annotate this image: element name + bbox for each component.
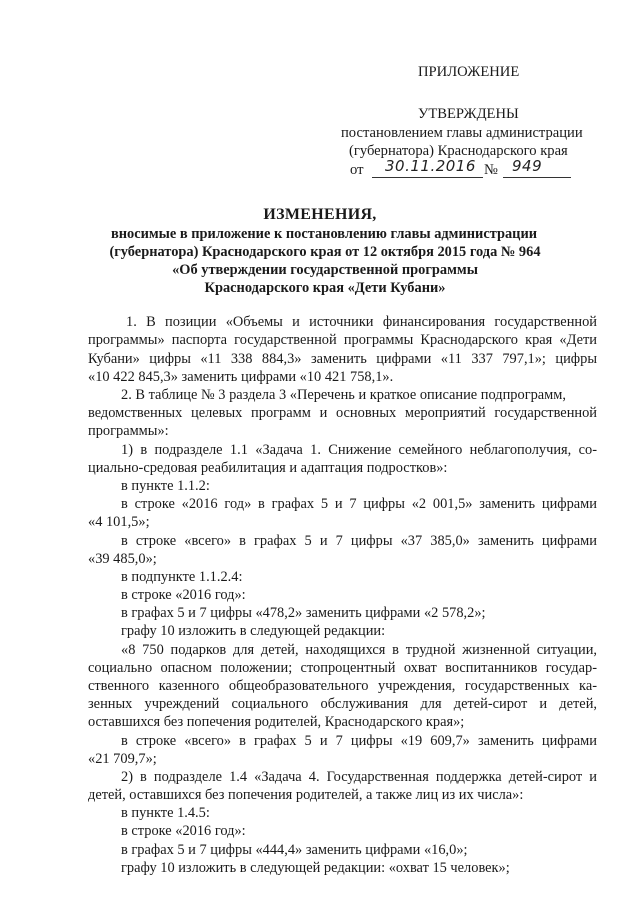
body-line: «8 750 подарков для детей, находящихся в трудной жизненной ситуации, — [121, 642, 597, 658]
body-line: в графах 5 и 7 цифры «444,4» заменить цифрами «16,0»; — [121, 842, 468, 858]
body-line: детей, оставшихся без попечения родителей, а также лиц из их числа»: — [88, 787, 524, 803]
approval-line-2: (губернатора) Краснодарского края — [349, 143, 568, 159]
body-line: Кубани» цифры «11 338 884,3» заменить цифрами «11 337 797,1»; цифры — [88, 351, 597, 367]
handwritten-date: 30.11.2016 — [385, 157, 476, 175]
body-line: «39 485,0»; — [88, 551, 157, 567]
approved-label: УТВЕРЖДЕНЫ — [418, 106, 519, 122]
body-line: 1. В позиции «Объемы и источники финансирования государственной — [126, 314, 597, 330]
body-line: ственного казенного общеобразовательного учреждения, государственных ка- — [88, 678, 597, 694]
body-line: 2. В таблице № 3 раздела 3 «Перечень и краткое описание подпрограмм, — [121, 387, 566, 403]
number-sign: № — [484, 162, 498, 178]
date-prefix: от — [350, 162, 364, 178]
body-line: в строке «2016 год» в графах 5 и 7 цифры «2 001,5» заменить цифрами — [121, 496, 597, 512]
number-underline — [503, 177, 571, 178]
body-line: 2) в подразделе 1.4 «Задача 4. Государственная поддержка детей-сирот и — [121, 769, 597, 785]
body-line: «21 709,7»; — [88, 751, 157, 767]
body-line: в пункте 1.4.5: — [121, 805, 210, 821]
body-line: в подпункте 1.1.2.4: — [121, 569, 243, 585]
body-line: в пункте 1.1.2: — [121, 478, 210, 494]
date-underline — [372, 177, 483, 178]
body-line: циально-средовая реабилитация и адаптация подростков»: — [88, 460, 448, 476]
body-line: «10 422 845,3» заменить цифрами «10 421 758,1». — [88, 369, 394, 385]
body-line: социально опасном положении; стопроцентный охват воспитанников государ- — [88, 660, 597, 676]
body-line: графу 10 изложить в следующей редакции: «охват 15 человек»; — [121, 860, 510, 876]
title-subline-1: вносимые в приложение к постановлению главы администрации — [110, 226, 538, 242]
body-line: программы» паспорта государственной программы Краснодарского края «Дети — [88, 332, 597, 348]
document-title: ИЗМЕНЕНИЯ, — [263, 206, 377, 223]
approval-line-1: постановлением главы администрации — [341, 125, 583, 141]
title-subline-4: Краснодарского края «Дети Кубани» — [204, 280, 446, 296]
handwritten-number: 949 — [512, 157, 543, 175]
body-line: в графах 5 и 7 цифры «478,2» заменить цифрами «2 578,2»; — [121, 605, 486, 621]
body-line: программы»: — [88, 423, 169, 439]
body-line: в строке «2016 год»: — [121, 823, 246, 839]
body-line: оставшихся без попечения родителей, Краснодарского края»; — [88, 714, 465, 730]
appendix-label: ПРИЛОЖЕНИЕ — [418, 64, 520, 80]
body-line: ведомственных целевых программ и основных мероприятий государственной — [88, 405, 597, 421]
body-line: в строке «всего» в графах 5 и 7 цифры «19 609,7» заменить цифрами — [121, 733, 597, 749]
body-line: «4 101,5»; — [88, 514, 150, 530]
body-line: в строке «2016 год»: — [121, 587, 246, 603]
body-line: графу 10 изложить в следующей редакции: — [121, 623, 386, 639]
body-line: 1) в подразделе 1.1 «Задача 1. Снижение семейного неблагополучия, со- — [121, 442, 597, 458]
body-line: зенных учреждений социального обслуживания для детей-сирот и детей, — [88, 696, 597, 712]
title-subline-3: «Об утверждении государственной программы — [172, 262, 478, 278]
title-subline-2: (губернатора) Краснодарского края от 12 октября 2015 года № 964 — [109, 244, 541, 260]
body-line: в строке «всего» в графах 5 и 7 цифры «37 385,0» заменить цифрами — [121, 533, 597, 549]
